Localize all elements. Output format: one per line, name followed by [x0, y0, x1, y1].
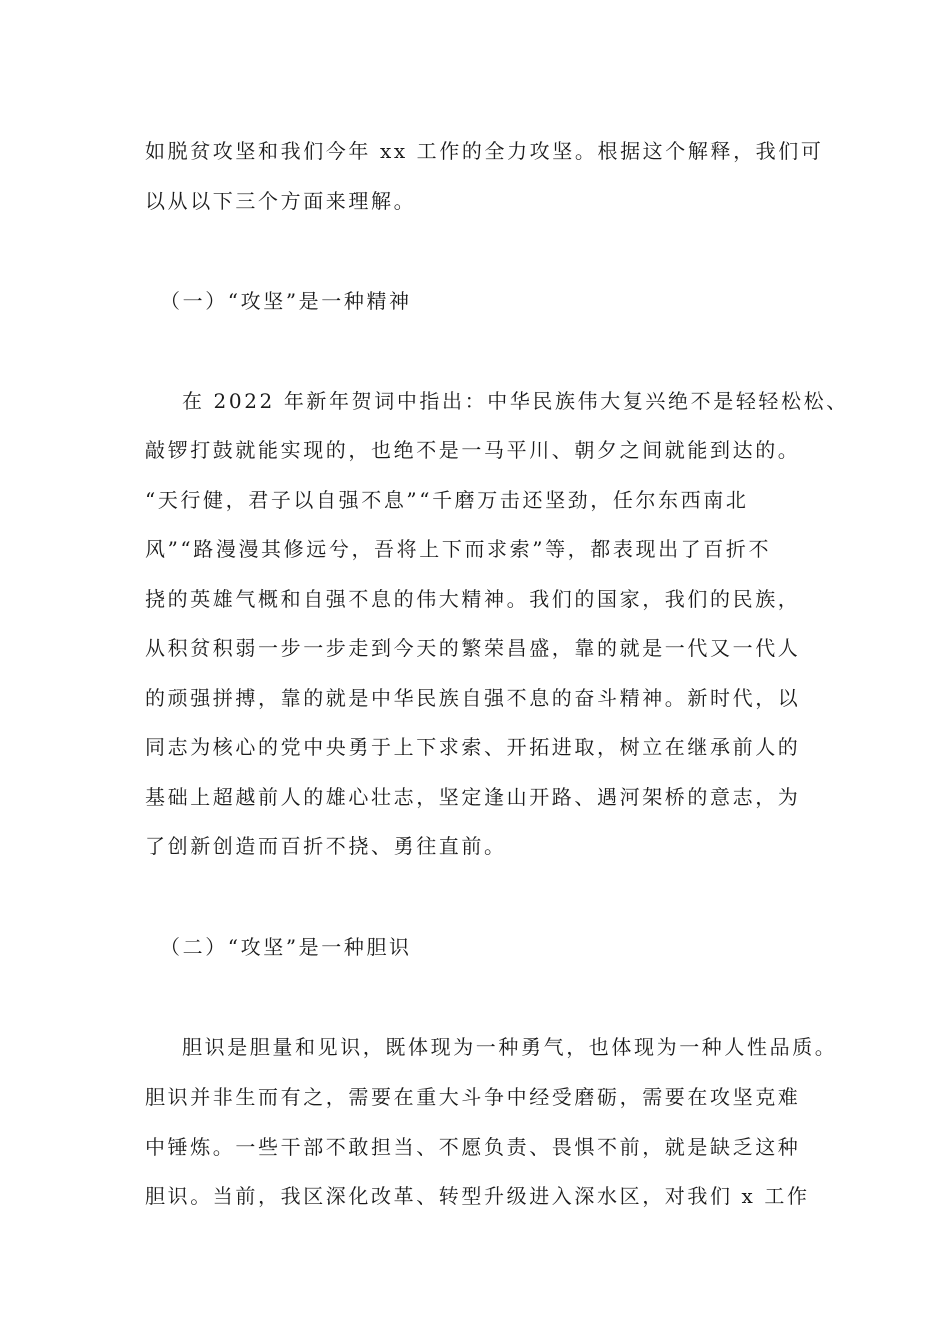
paragraph-line: 风”“路漫漫其修远兮，吾将上下而求索”等，都表现出了百折不 — [145, 537, 772, 561]
paragraph-line: 胆识。当前，我区深化改革、转型升级进入深水区，对我们 x 工作 — [145, 1184, 810, 1208]
paragraph-line: 敲锣打鼓就能实现的，也绝不是一马平川、朝夕之间就能到达的。 — [145, 438, 801, 462]
paragraph-line: 同志为核心的党中央勇于上下求索、开拓进取，树立在继承前人的 — [145, 735, 801, 759]
paragraph-line: 胆识并非生而有之，需要在重大斗争中经受磨砺，需要在攻坚克难 — [145, 1085, 801, 1109]
paragraph-line: 以从以下三个方面来理解。 — [145, 189, 417, 213]
paragraph-line: 胆识是胆量和见识，既体现为一种勇气，也体现为一种人性品质。 — [182, 1035, 838, 1059]
paragraph-line: 的顽强拼搏，靠的就是中华民族自强不息的奋斗精神。新时代，以 — [145, 686, 801, 710]
paragraph-line: 挠的英雄气概和自强不息的伟大精神。我们的国家，我们的民族， — [145, 587, 801, 611]
section-heading-2: （二）“攻坚”是一种胆识 — [160, 935, 412, 959]
paragraph-line: “天行健，君子以自强不息”“千磨万击还坚劲，任尔东西南北 — [145, 488, 749, 512]
paragraph-line: 从积贫积弱一步一步走到今天的繁荣昌盛，靠的就是一代又一代人 — [145, 636, 801, 660]
paragraph-line: 中锤炼。一些干部不敢担当、不愿负责、畏惧不前，就是缺乏这种 — [145, 1135, 801, 1159]
paragraph-line: 基础上超越前人的雄心壮志，坚定逢山开路、遇河架桥的意志，为 — [145, 785, 801, 809]
section-heading-1: （一）“攻坚”是一种精神 — [160, 289, 412, 313]
paragraph-line: 在 2022 年新年贺词中指出：中华民族伟大复兴绝不是轻轻松松、 — [182, 389, 849, 413]
paragraph-line: 了创新创造而百折不挠、勇往直前。 — [145, 834, 507, 858]
paragraph-line: 如脱贫攻坚和我们今年 xx 工作的全力攻坚。根据这个解释，我们可 — [145, 139, 824, 163]
